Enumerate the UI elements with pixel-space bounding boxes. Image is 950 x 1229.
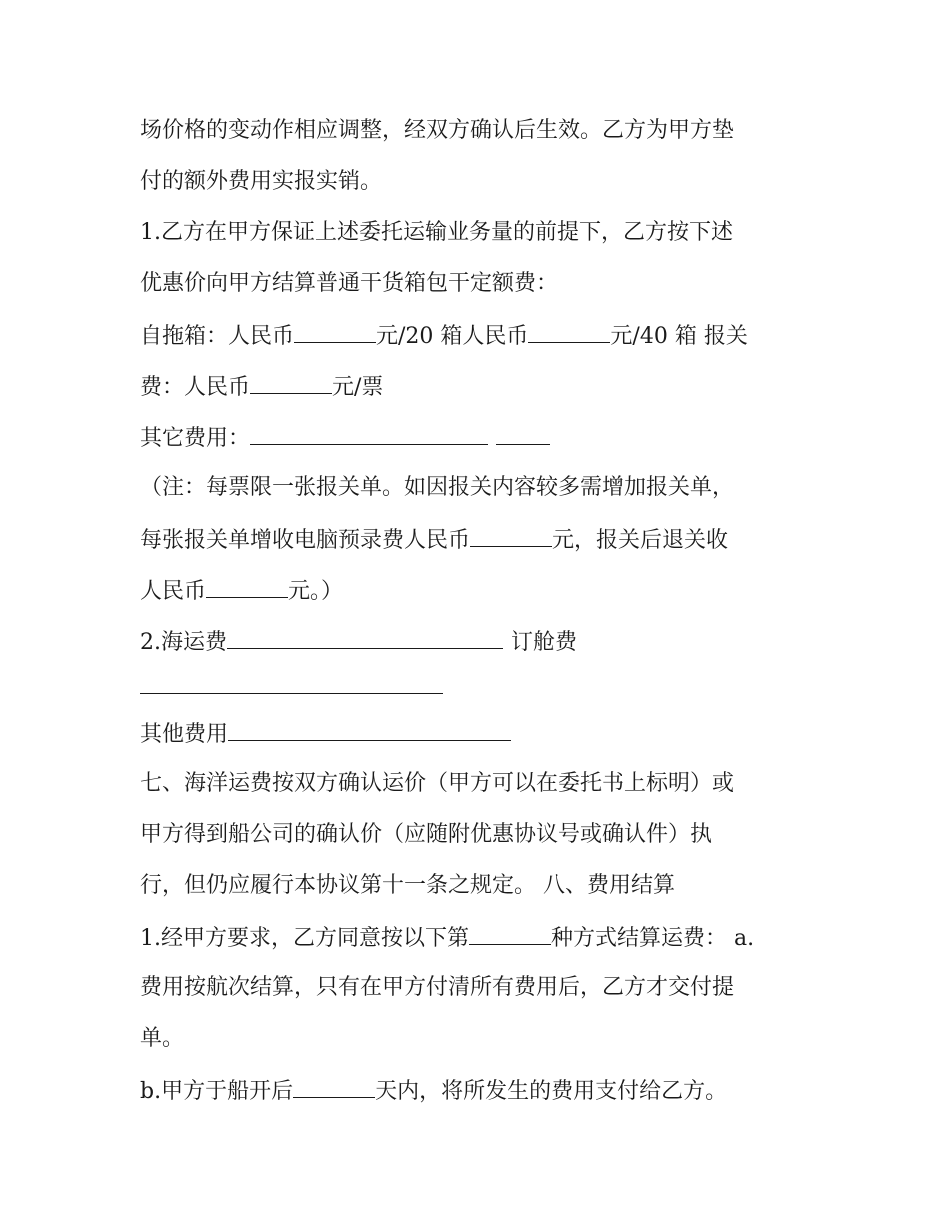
section-7-line	[140, 769, 734, 799]
text: 1.乙方在甲方保证上述委托运输业务量的前提下，乙方按下述	[140, 220, 733, 245]
text: 其他费用	[140, 722, 229, 747]
other-fees-line	[140, 422, 550, 452]
blank-field-customs-fee	[250, 371, 332, 394]
blank-field-40ft	[528, 320, 610, 343]
text: （注：每票限一张报关单。如因报关内容较多需增加报关单，	[140, 475, 735, 500]
text: 元/40 箱 报关	[610, 324, 748, 349]
note-line	[140, 524, 728, 554]
text: 1.经甲方要求，乙方同意按以下第	[140, 926, 469, 951]
text: 2.海运费	[140, 630, 227, 655]
text: 场价格的变动作相应调整，经双方确认后生效。乙方为甲方垫	[140, 118, 735, 143]
text: 元。）	[288, 579, 344, 604]
text: 甲方得到船公司的确认价（应随附优惠协议号或确认件）执	[140, 822, 713, 847]
text: 元/20 箱人民币	[376, 324, 529, 349]
self-tow-fee-line	[140, 320, 748, 350]
blank-field-ocean-freight	[227, 626, 503, 649]
note-line	[140, 575, 343, 605]
text: 种方式结算运费： a.	[551, 926, 755, 951]
other-charges-line	[140, 718, 511, 748]
text: 自拖箱：人民币	[140, 324, 295, 349]
note-line	[140, 473, 734, 503]
paragraph-line	[140, 820, 712, 850]
text: 元/票	[332, 375, 384, 400]
text: 行，但仍应履行本协议第十一条之规定。 八、费用结算	[140, 873, 675, 898]
paragraph-line	[140, 973, 734, 1003]
text: 订舱费	[511, 630, 578, 655]
paragraph-line	[140, 871, 675, 901]
blank-field-other-fees	[250, 422, 488, 445]
blank-field-method-number	[469, 922, 551, 945]
text: 每张报关单增收电脑预录费人民币	[140, 528, 471, 553]
blank-field-days	[293, 1075, 375, 1098]
text: 费用按航次结算，只有在甲方付清所有费用后，乙方才交付提	[140, 975, 735, 1000]
blank-field-20ft	[294, 320, 376, 343]
paragraph-line	[140, 167, 382, 197]
ocean-freight-line	[140, 626, 577, 656]
blank-field-pre-entry-fee	[470, 524, 552, 547]
blank-field-booking-fee	[140, 671, 443, 694]
text: 付的额外费用实报实销。	[140, 169, 383, 194]
text: b.甲方于船开后	[140, 1079, 294, 1104]
paragraph-line	[140, 269, 558, 299]
text: 其它费用：	[140, 426, 251, 451]
option-b-line	[140, 1075, 727, 1105]
settlement-method-line	[140, 922, 754, 952]
blank-field-other-charges	[228, 718, 511, 741]
text: 单。	[140, 1026, 185, 1051]
paragraph-line	[140, 116, 734, 146]
blank-field-other-fees-2	[496, 422, 550, 445]
text: 人民币	[140, 579, 207, 604]
blank-field-withdrawal-fee	[206, 575, 288, 598]
text: 天内，将所发生的费用支付给乙方。	[375, 1079, 728, 1104]
text: 费：人民币	[140, 375, 251, 400]
customs-fee-line	[140, 371, 383, 401]
booking-fee-blank-line	[140, 671, 443, 701]
clause-1-line	[140, 218, 733, 248]
text: 七、海洋运费按双方确认运价（甲方可以在委托书上标明）或	[140, 771, 735, 796]
paragraph-line	[140, 1024, 184, 1054]
text: 优惠价向甲方结算普通干货箱包干定额费：	[140, 271, 559, 296]
text: 元，报关后退关收	[552, 528, 729, 553]
